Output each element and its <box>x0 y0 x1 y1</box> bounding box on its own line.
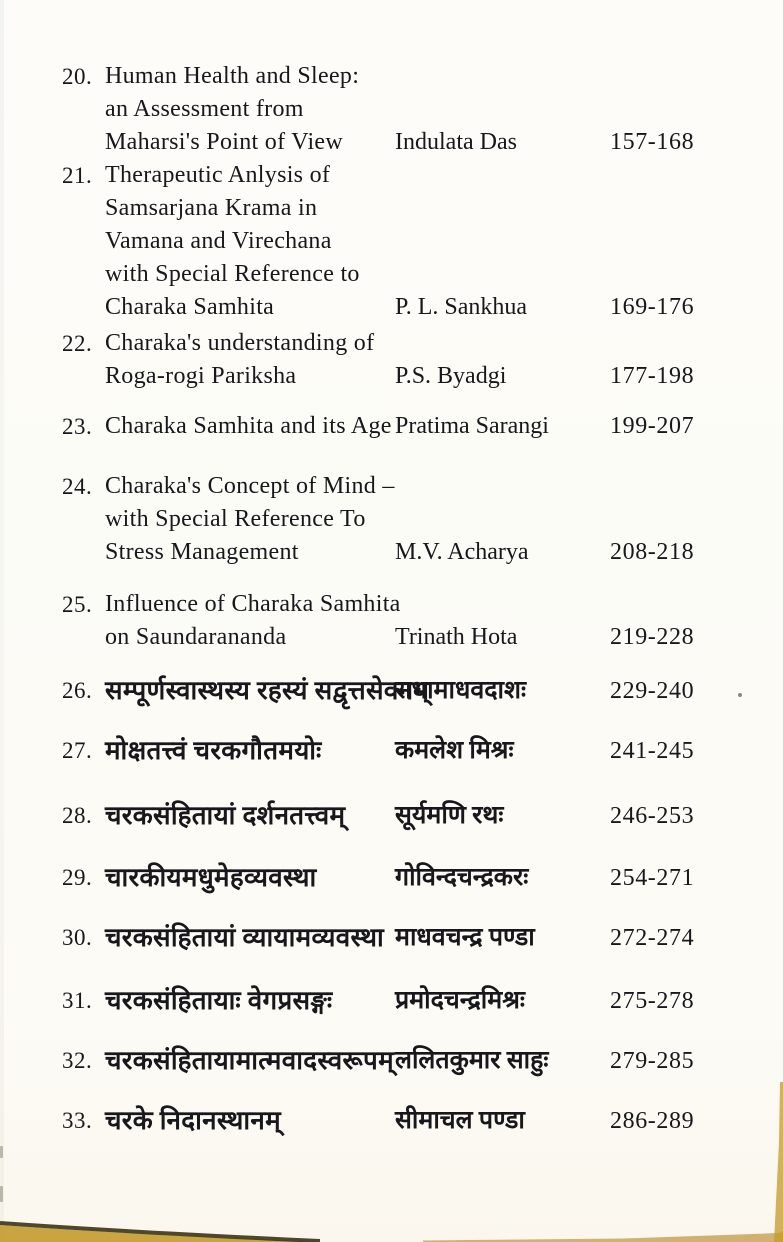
entry-title-line: चरकसंहितायां व्यायामव्यवस्था <box>105 923 385 952</box>
entry-title-line: Maharsi's Point of View <box>105 129 343 155</box>
entry-29 <box>62 857 783 899</box>
entry-number: 22. <box>62 331 93 356</box>
entry-page-range: 286-289 <box>610 1108 695 1134</box>
entry-title-line: with Special Reference to <box>105 261 360 287</box>
entry-title-line: चरकसंहितायाः वेगप्रसङ्गः <box>105 986 333 1015</box>
scan-mark-left-lower <box>0 1186 3 1202</box>
entry-title-line: Charaka Samhita and its Age <box>105 413 392 439</box>
entry-title-line: Stress Management <box>105 539 299 565</box>
entry-page-range: 169-176 <box>610 294 695 320</box>
entry-title-line: an Assessment from <box>105 96 304 122</box>
entry-title <box>105 327 395 393</box>
entry-title-line: चारकीयमधुमेहव्यवस्था <box>105 863 317 892</box>
entry-number: 21. <box>62 163 93 188</box>
entry-23 <box>62 410 783 443</box>
entry-author: Pratima Sarangi <box>395 413 549 439</box>
entry-title <box>105 730 395 772</box>
entry-author: M.V. Acharya <box>395 539 529 565</box>
entry-20 <box>62 60 783 159</box>
entry-title-line: सम्पूर्णस्वास्थस्य रहस्यं सद्वृत्तसेवनम् <box>105 676 430 705</box>
entry-page-range: 208-218 <box>610 539 695 565</box>
entry-title <box>105 159 395 324</box>
entry-number: 25. <box>62 592 93 617</box>
entry-page-range: 199-207 <box>610 413 695 439</box>
scan-mark-left-upper <box>0 1146 3 1158</box>
entry-page-range: 272-274 <box>610 925 695 951</box>
entry-title <box>105 1040 395 1082</box>
entry-title-line: चरकसंहितायामात्मवादस्वरूपम् <box>105 1046 394 1075</box>
entry-title-line: Vamana and Virechana <box>105 228 332 254</box>
entry-title <box>105 980 395 1022</box>
entry-number: 20. <box>62 64 93 89</box>
entry-number: 28. <box>62 803 93 828</box>
entry-title <box>105 60 395 159</box>
entry-author: सूर्यमणि रथः <box>395 802 504 829</box>
entry-number: 29. <box>62 865 93 890</box>
entry-number: 31. <box>62 988 93 1013</box>
entry-page-range: 229-240 <box>610 678 695 704</box>
entry-title-line: Roga-rogi Pariksha <box>105 363 297 389</box>
entry-24 <box>62 470 783 569</box>
entry-title-line: Therapeutic Anlysis of <box>105 162 331 188</box>
entry-26 <box>62 670 783 712</box>
entry-page-range: 279-285 <box>610 1048 695 1074</box>
entry-title-line: Charaka's Concept of Mind – <box>105 473 395 499</box>
entry-25 <box>62 588 783 654</box>
entry-title <box>105 917 395 959</box>
entry-title <box>105 470 395 569</box>
entry-author: राधामाधवदाशः <box>395 677 527 704</box>
entry-22 <box>62 327 783 393</box>
entry-author: कमलेश मिश्रः <box>395 737 514 764</box>
entry-number: 23. <box>62 414 93 439</box>
scan-speck-dot <box>738 693 742 697</box>
entry-31 <box>62 980 783 1022</box>
entry-author: सीमाचल पण्डा <box>395 1107 525 1134</box>
entry-title <box>105 588 401 654</box>
entry-title-line: Charaka's understanding of <box>105 330 375 356</box>
entry-title-line: Charaka Samhita <box>105 294 275 320</box>
entry-title-line: मोक्षतत्त्वं चरकगौतमयोः <box>105 736 322 765</box>
entry-title <box>105 857 395 899</box>
entry-title <box>105 1100 395 1142</box>
entry-page-range: 241-245 <box>610 738 695 764</box>
entry-title <box>105 795 395 837</box>
entry-number: 24. <box>62 474 93 499</box>
entry-21 <box>62 159 783 324</box>
entry-author: Trinath Hota <box>395 624 518 650</box>
entry-page-range: 275-278 <box>610 988 695 1014</box>
entry-27 <box>62 730 783 772</box>
entry-title-line: चरकसंहितायां दर्शनतत्त्वम् <box>105 801 346 830</box>
entry-32 <box>62 1040 783 1082</box>
entry-30 <box>62 917 783 959</box>
entry-title-line: with Special Reference To <box>105 506 366 532</box>
scan-edge-bottom-right <box>423 1082 783 1242</box>
entry-page-range: 246-253 <box>610 803 695 829</box>
entry-page-range: 157-168 <box>610 129 695 155</box>
entry-author: ललितकुमार साहुः <box>395 1047 549 1074</box>
entry-title-line: Human Health and Sleep: <box>105 63 360 89</box>
entry-number: 26. <box>62 678 93 703</box>
entry-number: 30. <box>62 925 93 950</box>
entry-title <box>105 670 430 712</box>
entry-28 <box>62 795 783 837</box>
entry-author: P.S. Byadgi <box>395 363 507 389</box>
entry-author: प्रमोदचन्द्रमिश्रः <box>395 987 525 1014</box>
entry-page-range: 177-198 <box>610 363 695 389</box>
scan-edge-bottom-left <box>0 1216 320 1242</box>
entry-author: गोविन्दचन्द्रकरः <box>395 864 529 891</box>
entry-title <box>105 410 395 443</box>
entry-title-line: चरके निदानस्थानम् <box>105 1106 281 1135</box>
entry-author: P. L. Sankhua <box>395 294 527 320</box>
entry-title-line: Samsarjana Krama in <box>105 195 318 221</box>
toc-entry-list <box>62 60 783 1142</box>
entry-title-line: Influence of Charaka Samhita <box>105 591 401 617</box>
entry-page-range: 219-228 <box>610 624 695 650</box>
entry-number: 32. <box>62 1048 93 1073</box>
entry-number: 27. <box>62 738 93 763</box>
entry-author: माधवचन्द्र पण्डा <box>395 924 535 951</box>
entry-title-line: on Saundarananda <box>105 624 287 650</box>
entry-author: Indulata Das <box>395 129 517 155</box>
entry-number: 33. <box>62 1108 93 1133</box>
entry-page-range: 254-271 <box>610 865 695 891</box>
